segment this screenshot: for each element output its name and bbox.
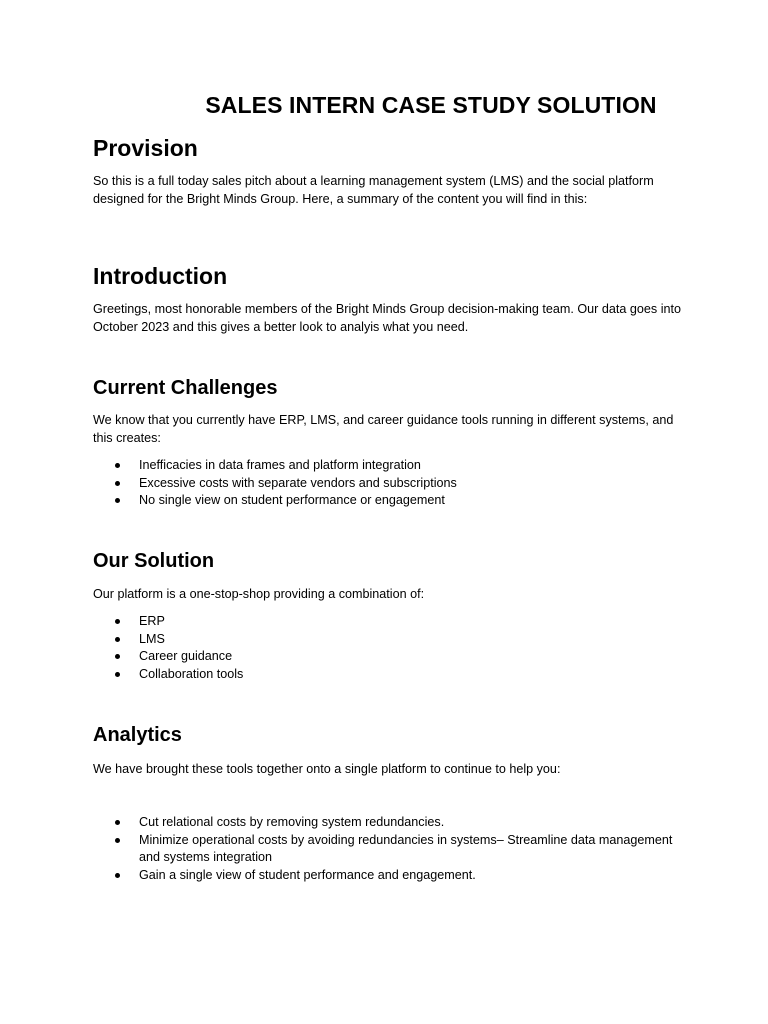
bullet-icon [115, 820, 120, 825]
challenges-bullet-list [93, 457, 683, 510]
bullet-icon [115, 838, 120, 843]
list-item-text: Gain a single view of student performance and engagement. [139, 867, 476, 882]
bullet-icon [115, 498, 120, 503]
bullet-icon [115, 481, 120, 486]
section-heading-analytics: Analytics [93, 724, 182, 746]
bullet-icon [115, 654, 120, 659]
section-heading-introduction: Introduction [93, 263, 228, 289]
list-item-text: Cut relational costs by removing system redundancies. [139, 815, 445, 829]
list-item [93, 475, 683, 493]
list-item-text: Minimize operational costs by avoiding redundancies in systems– Streamline data management and systems integration [139, 832, 673, 865]
solution-paragraph: Our platform is a one-stop-shop providing a combination of: [93, 587, 425, 601]
bullet-icon [115, 463, 120, 468]
document-title: SALES INTERN CASE STUDY SOLUTION [205, 92, 657, 118]
list-item-text: Career guidance [139, 649, 233, 664]
analytics-paragraph: We have brought these tools together onto a single platform to continue to help you: [93, 762, 561, 776]
solution-bullet-list [93, 613, 683, 683]
challenges-paragraph: We know that you currently have ERP, LMS, and career guidance tools running in different systems, and this creates: [93, 413, 674, 445]
list-item-text: ERP [139, 614, 165, 628]
analytics-bullet-list [93, 814, 683, 884]
list-item [93, 666, 683, 684]
list-item-text: Collaboration tools [139, 666, 244, 681]
introduction-paragraph: Greetings, most honorable members of the Bright Minds Group decision-making team. Our data goes into October 2023 and this gives a better look to analyis what you need. [93, 302, 681, 334]
list-item [93, 867, 683, 885]
list-item [93, 457, 683, 475]
list-item-text: No single view on student performance or engagement [139, 493, 445, 508]
section-heading-provision: Provision [93, 135, 198, 161]
list-item [93, 613, 683, 631]
list-item [93, 492, 683, 510]
bullet-icon [115, 672, 120, 677]
list-item-text: Inefficacies in data frames and platform integration [139, 458, 421, 472]
bullet-icon [115, 637, 120, 642]
list-item [93, 832, 683, 867]
section-heading-our-solution: Our Solution [93, 550, 215, 572]
provision-paragraph: So this is a full today sales pitch about a learning management system (LMS) and the social platform designed for the Bright Minds Group. Here, a summary of the content you will find in this: [93, 174, 654, 206]
bullet-icon [115, 873, 120, 878]
list-item-text: Excessive costs with separate vendors and subscriptions [139, 475, 457, 490]
list-item-text: LMS [139, 631, 165, 646]
list-item [93, 631, 683, 649]
bullet-icon [115, 619, 120, 624]
list-item [93, 814, 683, 832]
list-item [93, 648, 683, 666]
section-heading-current-challenges: Current Challenges [93, 377, 278, 399]
